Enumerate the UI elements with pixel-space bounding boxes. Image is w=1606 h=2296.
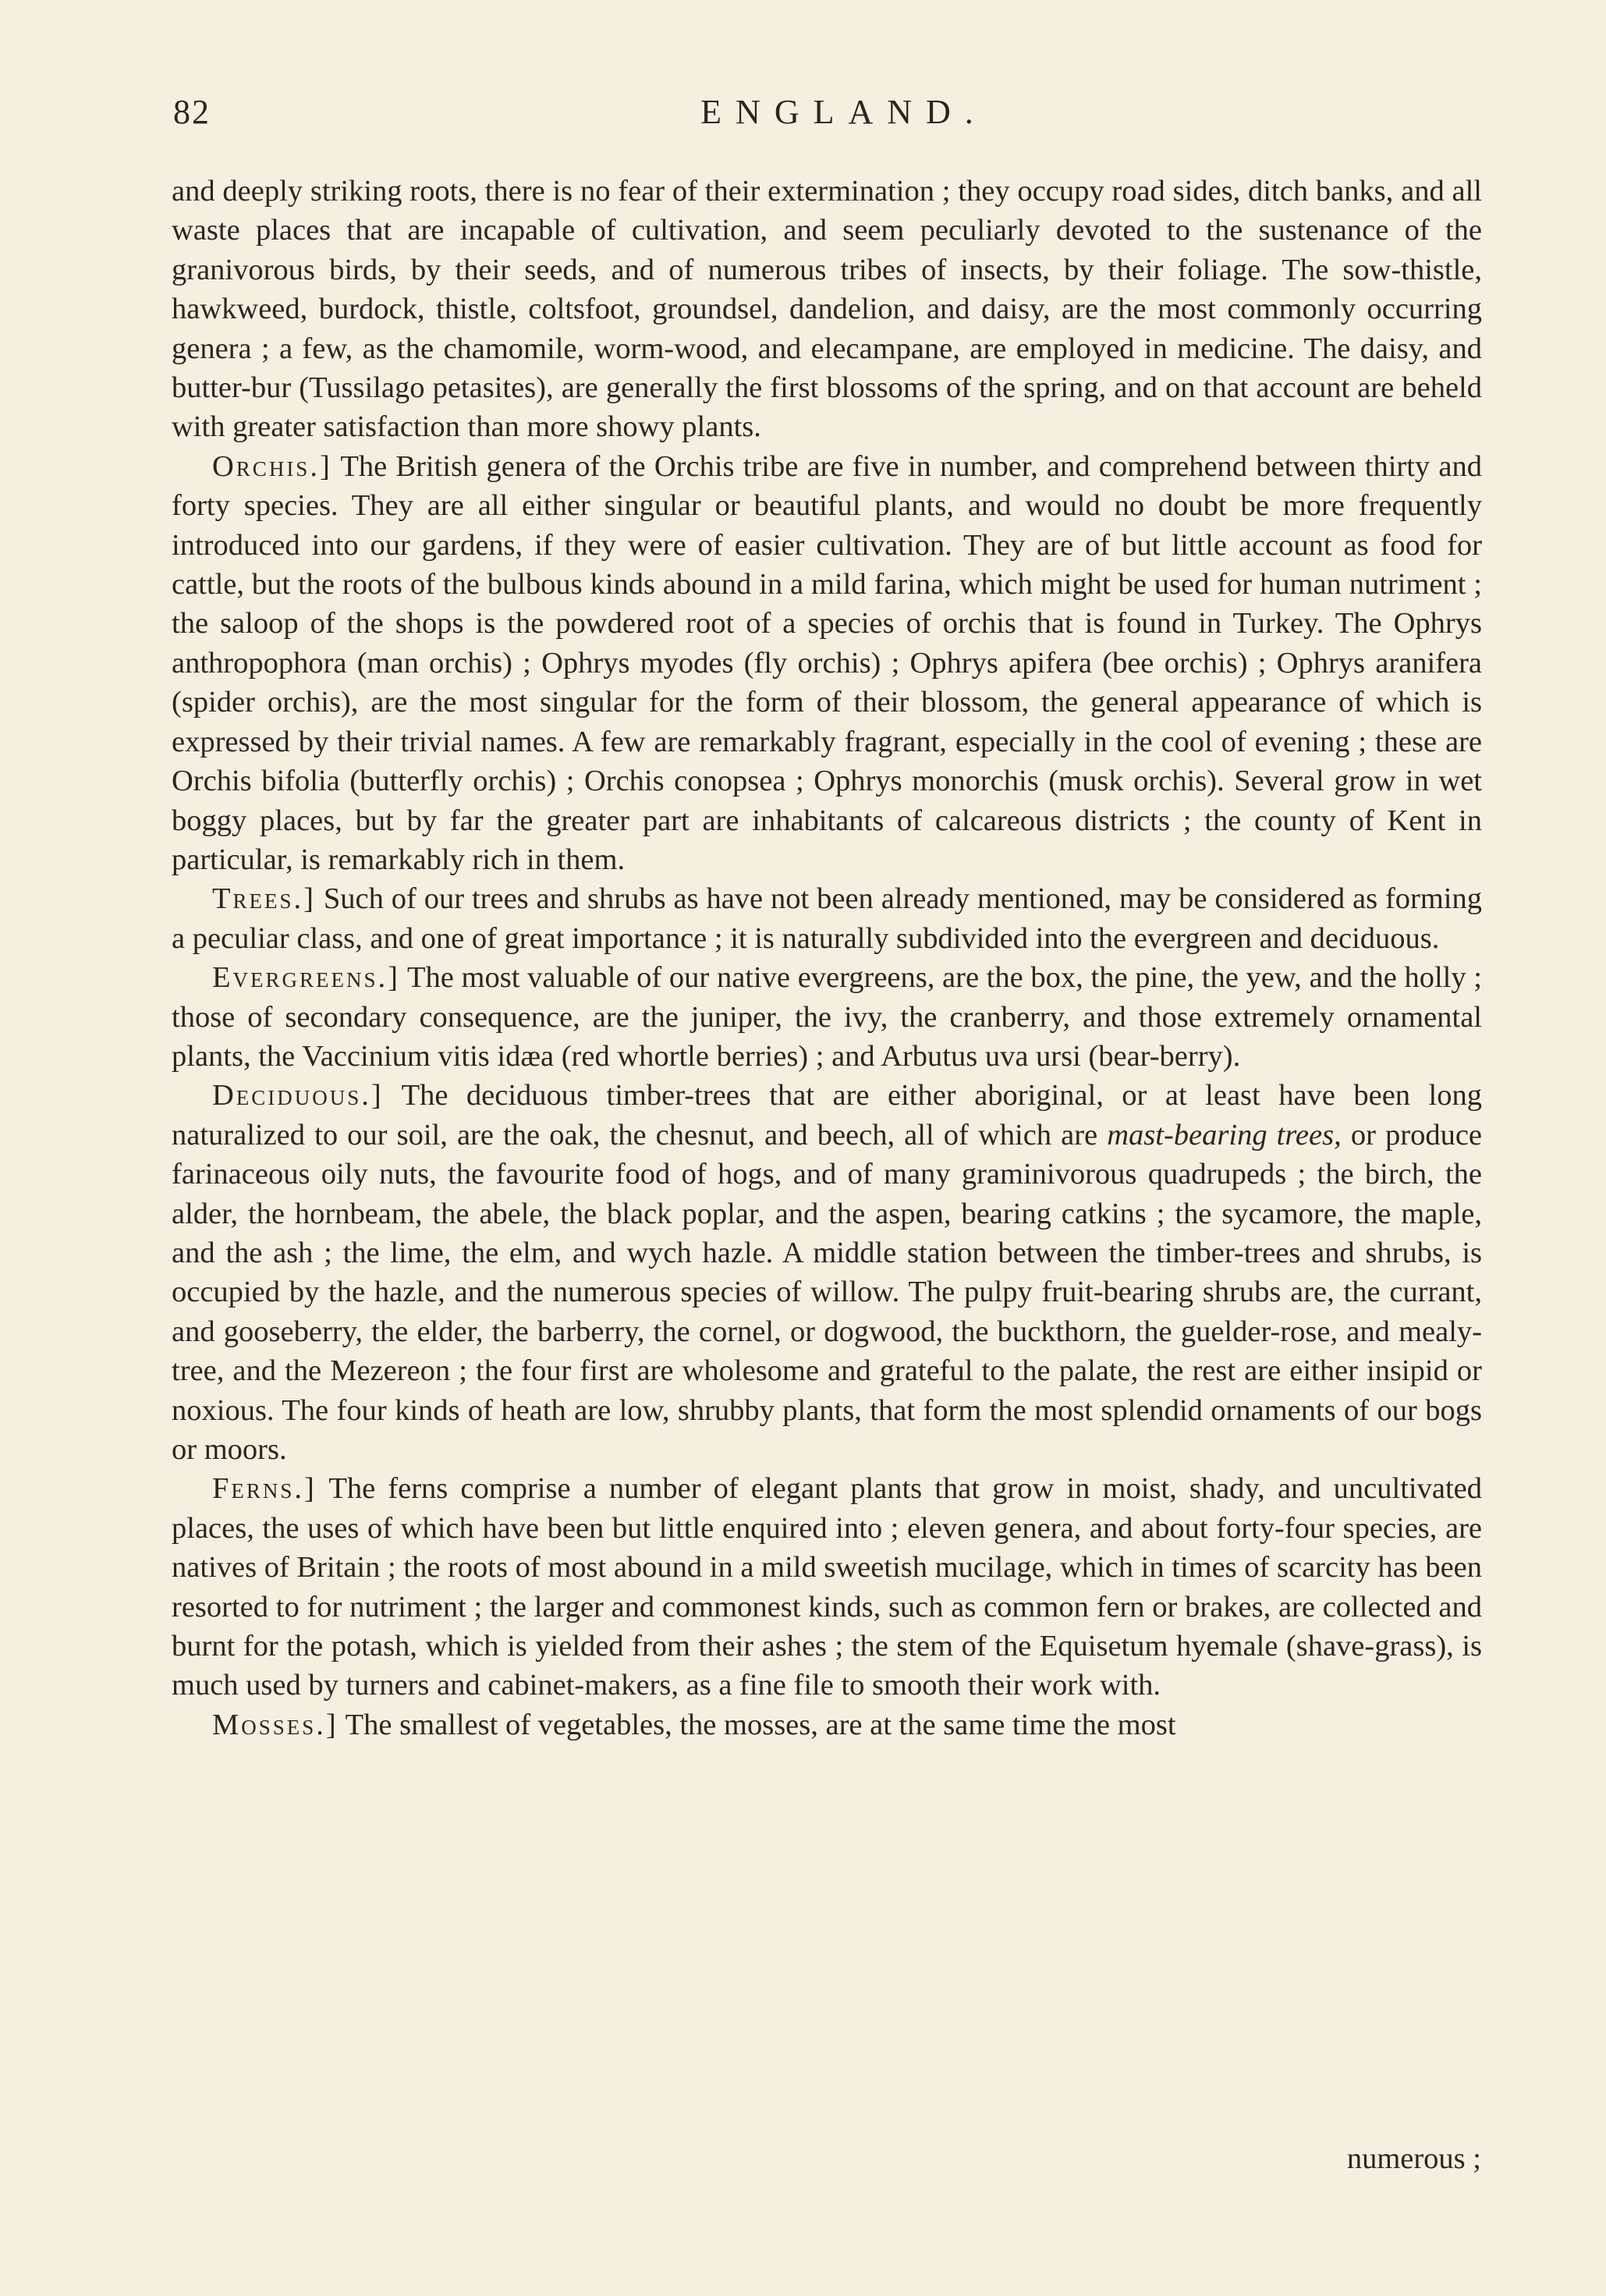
page-number: 82 [173,93,211,131]
ferns-paragraph [172,1469,1482,1705]
orchis-heading: Orchis.] [212,449,332,483]
mosses-paragraph [172,1705,1482,1744]
mosses-text: The smallest of vegetables, the mosses, are at the same time the most [345,1708,1176,1741]
trees-text: Such of our trees and shrubs as have not been already mentioned, may be considered as forming a peculiar class, and one of great importance ; it is naturally subdivided into the evergreen and deciduous. [172,882,1483,955]
deciduous-heading: Deciduous.] [212,1079,384,1113]
evergreens-heading: Evergreens.] [212,961,400,995]
mosses-heading: Mosses.] [212,1708,339,1741]
orchis-paragraph [172,447,1482,879]
deciduous-italic: mast-bearing trees, [1107,1118,1342,1152]
deciduous-text-a: The deciduous timber-trees that are either aboriginal, or at least have been long naturalized to our soil, are the oak, the chesnut, and beech, all of which are [172,1079,1482,1152]
ferns-heading: Ferns.] [212,1472,317,1506]
evergreens-text: The most valuable of our native evergreens, are the box, the pine, the yew, and the holly ; those of secondary consequence, are the juniper, the ivy, the cranberry, and those extremely ornamental plants, the Vaccinium vitis idæa (red whortle berries) ; and Arbutus uva ursi (bear-berry). [172,961,1482,1073]
body-text [172,172,1482,1744]
trees-paragraph [172,879,1482,958]
intro-paragraph: and deeply striking roots, there is no fear of their extermination ; they occupy road sides, ditch banks, and all waste places that are incapable of cultivation, and seem peculiarly devoted to the sustenance of the granivorous birds, by their seeds, and of numerous tribes of insects, by their foliage. The sow-thistle, hawkweed, burdock, thistle, coltsfoot, groundsel, dandelion, and daisy, are the most commonly occurring genera ; a few, as the chamomile, worm-wood, and elecampane, are employed in medicine. The daisy, and butter-bur (Tussilago petasites), are generally the first blossoms of the spring, and on that account are beheld with greater satisfaction than more showy plants. [172,175,1482,444]
page-header [173,92,1484,147]
trees-heading: Trees.] [212,882,316,916]
ferns-text: The ferns comprise a number of elegant plants that grow in moist, shady, and uncultivated places, the uses of which have been but little enquired into ; eleven genera, and about forty-four species, are natives of Britain ; the roots of most abound in a mild sweetish mucilage, which in times of scarcity has been resorted to for nutriment ; the larger and commonest kinds, such as common fern or brakes, are collected and burnt for the potash, which is yielded from their ashes ; the stem of the Equisetum hyemale (shave-grass), is much used by turners and cabinet-makers, as a fine file to smooth their work with. [172,1472,1482,1702]
deciduous-text-b: or produce farinaceous oily nuts, the favourite food of hogs, and of many graminivorous quadrupeds ; the birch, the alder, the hornbeam, the abele, the black poplar, and the aspen, bearing catkins ; the sycamore, the maple, and the ash ; the lime, the elm, and wych hazle. A middle station between the timber-trees and shrubs, is occupied by the hazle, and the numerous species of willow. The pulpy fruit-bearing shrubs are, the currant, and gooseberry, the elder, the barberry, the cornel, or dogwood, the buckthorn, the guelder-rose, and mealy-tree, and the Mezereon ; the four first are wholesome and grateful to the palate, the rest are either insipid or noxious. The four kinds of heath are low, shrubby plants, that form the most splendid ornaments of our bogs or moors. [172,1118,1483,1466]
catchword: numerous ; [1346,2142,1481,2175]
orchis-text: The British genera of the Orchis tribe are five in number, and comprehend between thirty and forty species. They are all either singular or beautiful plants, and would no doubt be more frequently introduced into our gardens, if they were of easier cultivation. They are of but little account as food for cattle, but the roots of the bulbous kinds abound in a mild farina, which might be used for human nutriment ; the saloop of the shops is the powdered root of a species of orchis that is found in Turkey. The Ophrys anthropophora (man orchis) ; Ophrys myodes (fly orchis) ; Ophrys apifera (bee orchis) ; Ophrys aranifera (spider orchis), are the most singular for the form of their blossom, the general appearance of which is expressed by their trivial names. A few are remarkably fragrant, especially in the cool of evening ; these are Orchis bifolia (butterfly orchis) ; Orchis conopsea ; Ophrys monorchis (musk orchis). Several grow in wet boggy places, but by far the greater part are inhabitants of calcareous districts ; the county of Kent in particular, is remarkably rich in them. [172,449,1482,876]
deciduous-paragraph [172,1076,1482,1469]
running-head: ENGLAND. [700,93,987,131]
evergreens-paragraph [172,958,1482,1076]
